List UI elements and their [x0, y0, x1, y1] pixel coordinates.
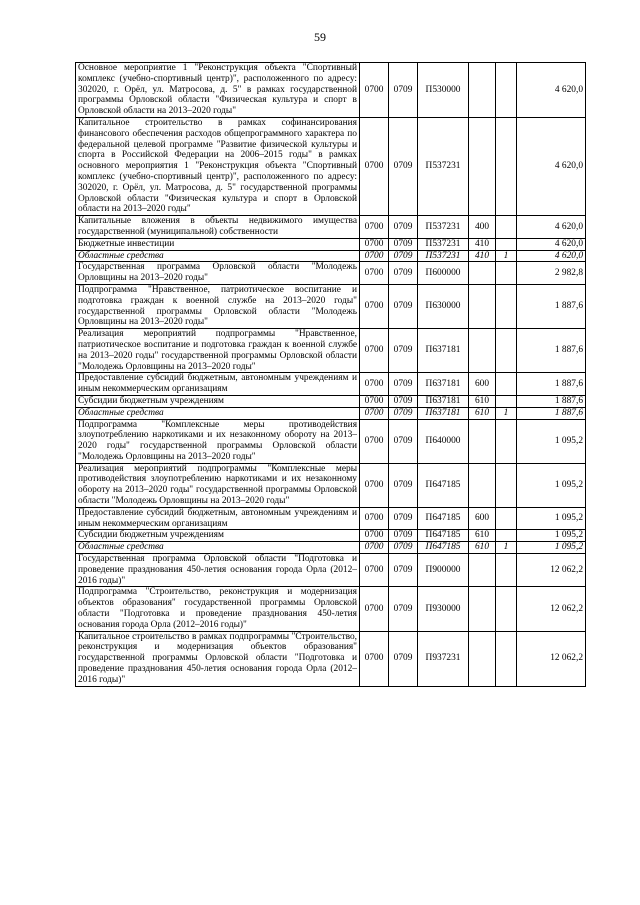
table-row: [76, 63, 586, 118]
section-code: 0700: [360, 284, 389, 328]
subsection-code: 0709: [389, 407, 418, 419]
expense-type-code: [469, 419, 496, 463]
expense-type-code: 600: [469, 373, 496, 396]
table-row: [76, 530, 586, 542]
section-code: 0700: [360, 554, 389, 587]
subsection-code: 0709: [389, 117, 418, 215]
funding-source-code: [496, 373, 517, 396]
target-article-code: П900000: [418, 554, 469, 587]
row-description: Областные средства: [76, 250, 360, 262]
expense-type-code: 400: [469, 216, 496, 239]
expense-type-code: 410: [469, 250, 496, 262]
row-description: Подпрограмма "Нравственное, патриотическое воспитание и подготовка граждан к военной службе на 2013–2020 годы" государственной программы Орловской области "Молодежь Орловщины на 2013–2020 годы": [76, 284, 360, 328]
table-row: [76, 329, 586, 373]
subsection-code: 0709: [389, 530, 418, 542]
funding-source-code: [496, 587, 517, 631]
amount: 4 620,0: [517, 250, 586, 262]
target-article-code: П637181: [418, 395, 469, 407]
table-row: [76, 216, 586, 239]
section-code: 0700: [360, 542, 389, 554]
target-article-code: П600000: [418, 262, 469, 285]
table-row: [76, 250, 586, 262]
target-article-code: П637181: [418, 329, 469, 373]
section-code: 0700: [360, 250, 389, 262]
expense-type-code: 610: [469, 530, 496, 542]
row-description: Предоставление субсидий бюджетным, автономным учреждениям и иным некоммерческим организациям: [76, 373, 360, 396]
section-code: 0700: [360, 117, 389, 215]
section-code: 0700: [360, 507, 389, 530]
funding-source-code: [496, 395, 517, 407]
subsection-code: 0709: [389, 373, 418, 396]
expense-type-code: 610: [469, 395, 496, 407]
row-description: Государственная программа Орловской области "Подготовка и проведение празднования 450-летия основания города Орла (2012–2016 годы)": [76, 554, 360, 587]
subsection-code: 0709: [389, 587, 418, 631]
amount: 1 887,6: [517, 395, 586, 407]
subsection-code: 0709: [389, 631, 418, 686]
section-code: 0700: [360, 407, 389, 419]
amount: 1 095,2: [517, 507, 586, 530]
target-article-code: П537231: [418, 117, 469, 215]
section-code: 0700: [360, 419, 389, 463]
amount: 4 620,0: [517, 63, 586, 118]
amount: 1 095,2: [517, 542, 586, 554]
subsection-code: 0709: [389, 419, 418, 463]
amount: 12 062,2: [517, 587, 586, 631]
target-article-code: П930000: [418, 587, 469, 631]
table-row: [76, 631, 586, 686]
subsection-code: 0709: [389, 262, 418, 285]
section-code: 0700: [360, 631, 389, 686]
target-article-code: П537231: [418, 216, 469, 239]
amount: 4 620,0: [517, 238, 586, 250]
section-code: 0700: [360, 587, 389, 631]
amount: 1 887,6: [517, 284, 586, 328]
expense-type-code: [469, 554, 496, 587]
row-description: Реализация мероприятий подпрограммы "Нравственное, патриотическое воспитание и подготовка граждан к военной службе на 2013–2020 годы" государственной программы Орловской области "Молодежь Орловщины на 2013–2020 годы": [76, 329, 360, 373]
row-description: Капитальное строительство в рамках софинансирования финансового обеспечения расходов общепрограммного характера по федеральной целевой программе "Развитие физической культуры и спорта в Российской Федерации на 2006–2015 годы" в рамках основного мероприятия 1 "Реконструкция объекта "Спортивный комплекс (учебно-спортивный центр)", расположенного по адресу: 302020, г. Орёл, ул. Матросова, д. 5" государственной программы Орловской области "Физическая культура и спорт в Орловской области на 2013–2020 годы": [76, 117, 360, 215]
funding-source-code: [496, 554, 517, 587]
amount: 1 887,6: [517, 373, 586, 396]
amount: 4 620,0: [517, 117, 586, 215]
row-description: Субсидии бюджетным учреждениям: [76, 530, 360, 542]
subsection-code: 0709: [389, 554, 418, 587]
funding-source-code: [496, 238, 517, 250]
row-description: Государственная программа Орловской области "Молодежь Орловщины на 2013–2020 годы": [76, 262, 360, 285]
expense-type-code: 610: [469, 407, 496, 419]
expense-type-code: 610: [469, 542, 496, 554]
subsection-code: 0709: [389, 63, 418, 118]
table-row: [76, 542, 586, 554]
target-article-code: П647185: [418, 507, 469, 530]
target-article-code: П647185: [418, 463, 469, 507]
subsection-code: 0709: [389, 463, 418, 507]
subsection-code: 0709: [389, 395, 418, 407]
subsection-code: 0709: [389, 542, 418, 554]
subsection-code: 0709: [389, 216, 418, 239]
section-code: 0700: [360, 238, 389, 250]
table-row: [76, 419, 586, 463]
target-article-code: П647185: [418, 542, 469, 554]
expense-type-code: 600: [469, 507, 496, 530]
expense-type-code: [469, 329, 496, 373]
expense-type-code: [469, 63, 496, 118]
amount: 12 062,2: [517, 631, 586, 686]
row-description: Областные средства: [76, 407, 360, 419]
funding-source-code: [496, 63, 517, 118]
row-description: Бюджетные инвестиции: [76, 238, 360, 250]
table-row: [76, 117, 586, 215]
subsection-code: 0709: [389, 329, 418, 373]
funding-source-code: [496, 329, 517, 373]
funding-source-code: [496, 284, 517, 328]
funding-source-code: [496, 419, 517, 463]
target-article-code: П537231: [418, 250, 469, 262]
subsection-code: 0709: [389, 284, 418, 328]
subsection-code: 0709: [389, 238, 418, 250]
section-code: 0700: [360, 63, 389, 118]
budget-table: [75, 62, 586, 687]
section-code: 0700: [360, 373, 389, 396]
funding-source-code: [496, 507, 517, 530]
amount: 4 620,0: [517, 216, 586, 239]
subsection-code: 0709: [389, 250, 418, 262]
target-article-code: П637181: [418, 407, 469, 419]
section-code: 0700: [360, 216, 389, 239]
table-row: [76, 554, 586, 587]
funding-source-code: [496, 262, 517, 285]
target-article-code: П537231: [418, 238, 469, 250]
expense-type-code: [469, 117, 496, 215]
target-article-code: П640000: [418, 419, 469, 463]
funding-source-code: 1: [496, 542, 517, 554]
funding-source-code: 1: [496, 250, 517, 262]
amount: 1 095,2: [517, 530, 586, 542]
amount: 12 062,2: [517, 554, 586, 587]
expense-type-code: [469, 284, 496, 328]
target-article-code: П637181: [418, 373, 469, 396]
expense-type-code: [469, 262, 496, 285]
row-description: Капитальное строительство в рамках подпрограммы "Строительство, реконструкция и модернизация объектов образования" государственной программы Орловской области "Подготовка и проведение празднования 450-летия основания города Орла (2012–2016 годы)": [76, 631, 360, 686]
table-row: [76, 507, 586, 530]
expense-type-code: [469, 463, 496, 507]
table-row: [76, 463, 586, 507]
amount: 1 887,6: [517, 407, 586, 419]
section-code: 0700: [360, 262, 389, 285]
section-code: 0700: [360, 395, 389, 407]
amount: 1 095,2: [517, 419, 586, 463]
section-code: 0700: [360, 530, 389, 542]
funding-source-code: [496, 463, 517, 507]
expense-type-code: 410: [469, 238, 496, 250]
page-number: 59: [314, 30, 326, 44]
table-row: [76, 238, 586, 250]
funding-source-code: [496, 631, 517, 686]
expense-type-code: [469, 631, 496, 686]
expense-type-code: [469, 587, 496, 631]
row-description: Предоставление субсидий бюджетным, автономным учреждениям и иным некоммерческим организациям: [76, 507, 360, 530]
table-row: [76, 395, 586, 407]
row-description: Областные средства: [76, 542, 360, 554]
row-description: Основное мероприятие 1 "Реконструкция объекта "Спортивный комплекс (учебно-спортивный центр)", расположенного по адресу: 302020, г. Орёл, ул. Матросова, д. 5" в рамках государственной программы Орловской области "Физическая культура и спорт в Орловской области на 2013–2020 годы": [76, 63, 360, 118]
target-article-code: П647185: [418, 530, 469, 542]
target-article-code: П530000: [418, 63, 469, 118]
table-row: [76, 407, 586, 419]
row-description: Подпрограмма "Строительство, реконструкция и модернизация объектов образования" государственной программы Орловской области "Подготовка и проведение празднования 450-летия основания города Орла (2012–2016 годы)": [76, 587, 360, 631]
funding-source-code: 1: [496, 407, 517, 419]
row-description: Подпрограмма "Комплексные меры противодействия злоупотреблению наркотиками и их незаконному обороту на 2013–2020 годы" государственной программы Орловской области "Молодежь Орловщины на 2013–2020 годы": [76, 419, 360, 463]
target-article-code: П937231: [418, 631, 469, 686]
table-row: [76, 373, 586, 396]
subsection-code: 0709: [389, 507, 418, 530]
amount: 2 982,8: [517, 262, 586, 285]
section-code: 0700: [360, 463, 389, 507]
amount: 1 095,2: [517, 463, 586, 507]
table-row: [76, 262, 586, 285]
target-article-code: П630000: [418, 284, 469, 328]
amount: 1 887,6: [517, 329, 586, 373]
funding-source-code: [496, 530, 517, 542]
row-description: Капитальные вложения в объекты недвижимого имущества государственной (муниципальной) собственности: [76, 216, 360, 239]
section-code: 0700: [360, 329, 389, 373]
table-row: [76, 284, 586, 328]
row-description: Субсидии бюджетным учреждениям: [76, 395, 360, 407]
table-row: [76, 587, 586, 631]
funding-source-code: [496, 117, 517, 215]
funding-source-code: [496, 216, 517, 239]
row-description: Реализация мероприятий подпрограммы "Комплексные меры противодействия злоупотреблению наркотиками и их незаконному обороту на 2013–2020 годы" государственной программы Орловской области "Молодежь Орловщины на 2013–2020 годы": [76, 463, 360, 507]
